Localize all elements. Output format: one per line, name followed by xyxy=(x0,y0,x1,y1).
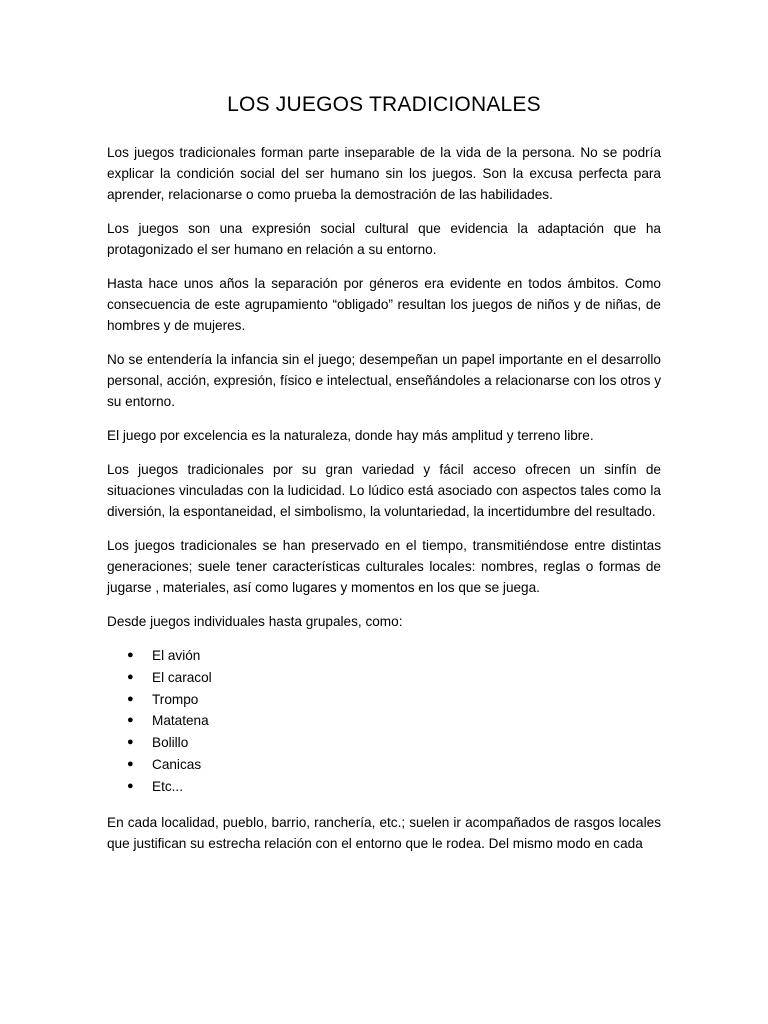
games-list xyxy=(107,645,661,798)
bullet-icon: ● xyxy=(127,736,134,749)
paragraph-list-intro: Desde juegos individuales hasta grupales, como: xyxy=(107,614,403,629)
closing-paragraph: En cada localidad, pueblo, barrio, ranchería, etc.; suelen ir acompañados de rasgos locales que justifican su estrecha relación con el entorno que le rodea. Del mismo modo en cada xyxy=(107,814,661,851)
bullet-icon: ● xyxy=(127,757,134,770)
list-item xyxy=(107,776,661,798)
document-content xyxy=(107,92,661,867)
list-item-label: El caracol xyxy=(152,669,212,685)
list-item-label: El avión xyxy=(152,648,201,663)
bullet-icon: ● xyxy=(127,649,134,661)
paragraph: Los juegos son una expresión social cultural que evidencia la adaptación que ha protagonizado el ser humano en relación a su entorno. xyxy=(107,221,661,257)
list-item xyxy=(107,754,661,776)
list-item xyxy=(107,689,661,711)
list-item-label: Canicas xyxy=(152,756,202,772)
paragraph: Los juegos tradicionales forman parte inseparable de la vida de la persona. No se podría explicar la condición social del ser humano sin los juegos. Son la excusa perfecta para aprender, relacionarse o como prueba la demostración de las habilidades. xyxy=(107,145,661,202)
paragraph: No se entendería la infancia sin el juego; desempeñan un papel importante en el desarrollo personal, acción, expresión, físico e intelectual, enseñándoles a relacionarse con los otros y su entorno. xyxy=(107,352,661,409)
paragraph: Los juegos tradicionales se han preservado en el tiempo, transmitiéndose entre distintas generaciones; suele tener características culturales locales: nombres, reglas o formas de jugarse , materiales, así como lugares y momentos en los que se juega. xyxy=(107,538,661,595)
bullet-icon: ● xyxy=(127,692,134,705)
list-item-label: Etc... xyxy=(152,778,183,794)
list-item xyxy=(107,710,661,732)
list-item xyxy=(107,667,661,689)
list-item xyxy=(107,645,661,667)
paragraph: Hasta hace unos años la separación por géneros era evidente en todos ámbitos. Como consecuencia de este agrupamiento “obligado” resultan los juegos de niños y de niñas, de hombres y de mujeres. xyxy=(107,276,661,333)
bullet-icon: ● xyxy=(127,670,134,683)
list-item-label: Trompo xyxy=(152,691,199,707)
bullet-icon: ● xyxy=(127,714,134,727)
paragraph: Los juegos tradicionales por su gran variedad y fácil acceso ofrecen un sinfín de situaciones vinculadas con la ludicidad. Lo lúdico está asociado con aspectos tales como la diversión, la espontaneidad, el simbolismo, la voluntariedad, la incertidumbre del resultado. xyxy=(107,462,661,519)
list-item-label: Bolillo xyxy=(152,735,189,751)
bullet-icon: ● xyxy=(127,779,134,792)
paragraph: El juego por excelencia es la naturaleza, donde hay más amplitud y terreno libre. xyxy=(107,428,594,443)
list-item-label: Matatena xyxy=(152,713,209,729)
document-title: LOS JUEGOS TRADICIONALES xyxy=(227,93,541,116)
list-item xyxy=(107,732,661,754)
